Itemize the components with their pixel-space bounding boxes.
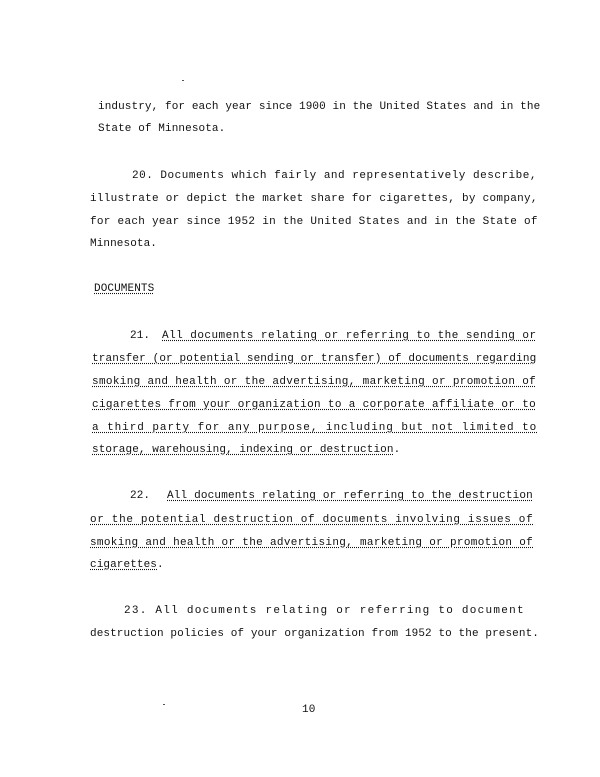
request-22-line-4-wrap <box>90 559 164 571</box>
page-number: 10 <box>302 704 316 716</box>
scan-speck <box>163 704 165 705</box>
request-23-line-1: 23. All documents relating or referring to document <box>124 605 525 617</box>
request-21-line-5: a third party for any purpose, including but not limited to <box>92 422 538 434</box>
request-20-line-4: Minnesota. <box>90 238 158 250</box>
request-21-line-6-wrap <box>92 444 400 456</box>
scan-speck <box>182 80 184 81</box>
request-22-line-3: smoking and health or the advertising, marketing or promotion of <box>90 537 534 549</box>
section-heading: DOCUMENTS <box>94 283 155 295</box>
paragraph-top-line-2: State of Minnesota. <box>98 123 226 135</box>
request-22-line-1: All documents relating or referring to the destruction <box>167 490 533 502</box>
request-20-line-1: 20. Documents which fairly and representatively describe, <box>132 170 537 182</box>
request-21-number: 21. <box>130 330 151 342</box>
request-21-line-3: smoking and health or the advertising, marketing or promotion of <box>92 376 537 388</box>
request-20-line-3: for each year since 1952 in the United States and in the State of <box>90 216 538 228</box>
request-22-line-2: or the potential destruction of documents involving issues of <box>90 514 534 526</box>
request-22-number: 22. <box>130 490 151 502</box>
request-21-line-6: storage, warehousing, indexing or destruction <box>92 444 394 456</box>
request-21-line-1: All documents relating or referring to the sending or <box>162 330 537 342</box>
paragraph-top-line-1: industry, for each year since 1900 in the United States and in the <box>98 101 541 113</box>
request-20-line-2: illustrate or depict the market share for cigarettes, by company, <box>90 193 538 205</box>
request-21-period: . <box>393 444 401 456</box>
request-21-line-4: cigarettes from your organization to a corporate affiliate or to <box>92 399 537 411</box>
request-22-line-4: cigarettes <box>90 559 158 571</box>
request-21-line-2: transfer (or potential sending or transfer) of documents regarding <box>92 353 537 365</box>
request-23-line-2: destruction policies of your organization from 1952 to the present. <box>90 628 539 640</box>
request-22-period: . <box>157 559 164 571</box>
